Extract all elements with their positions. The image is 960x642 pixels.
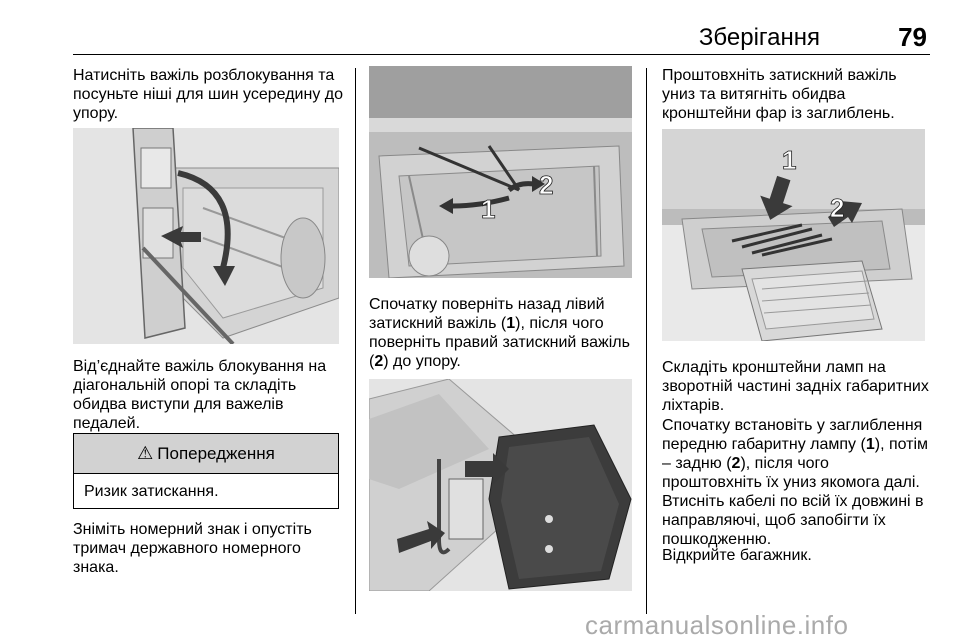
watermark: carmanualsonline.info [585,610,849,640]
figure-lamp-brackets [662,129,925,341]
fig3-label-2: 2 [830,193,845,223]
figure-plate-holder [369,379,632,591]
column-divider-1 [355,68,356,614]
column-divider-2 [646,68,647,614]
col1-paragraph-3: Зніміть номерний знак і опустіть тримач державного номерного знака. [73,521,312,576]
col3-paragraph-4: Відкрийте багажник. [662,547,812,564]
col3-paragraph-3: Спочатку встановіть у заглиблення передню габаритну лампу (1), потім – задню (2), після чого проштовхніть їх униз якомога далі. Втисніть кабелі по всій їх довжині в направляючі, щоб запобігти їх пошкодженню. [662,417,929,548]
figure-release-lever [73,128,339,344]
col1-paragraph-1: Натисніть важіль розблокування та посуньте ніші для шин усередину до упору. [73,67,343,122]
col3-paragraph-1: Проштовхніть затискний важіль униз та витягніть обидва кронштейни фар із заглиблень. [662,67,897,122]
warning-title: Попередження [157,443,275,463]
warning-triangle-icon: ⚠ [137,443,154,463]
warning-box [73,433,339,509]
col2-paragraph-1: Спочатку поверніть назад лівий затискний важіль (1), після чого поверніть правий затискний важіль (2) до упору. [369,296,630,370]
warning-header [74,434,338,474]
warning-body: Ризик затискання. [84,483,219,500]
figure-clamp-levers [369,66,632,278]
header-rule [73,54,930,55]
section-title: Зберігання [698,24,820,51]
fig3-label-1: 1 [782,145,797,175]
fig1-label-1: 1 [481,194,496,224]
col3-paragraph-2: Складіть кронштейни ламп на зворотній частині задніх габаритних ліхтарів. [662,359,929,414]
page-number: 79 [898,22,927,52]
fig1-label-2: 2 [539,170,554,200]
col1-paragraph-2: Від’єднайте важіль блокування на діагональній опорі та складіть обидва виступи для важелів педалей. [73,358,327,432]
